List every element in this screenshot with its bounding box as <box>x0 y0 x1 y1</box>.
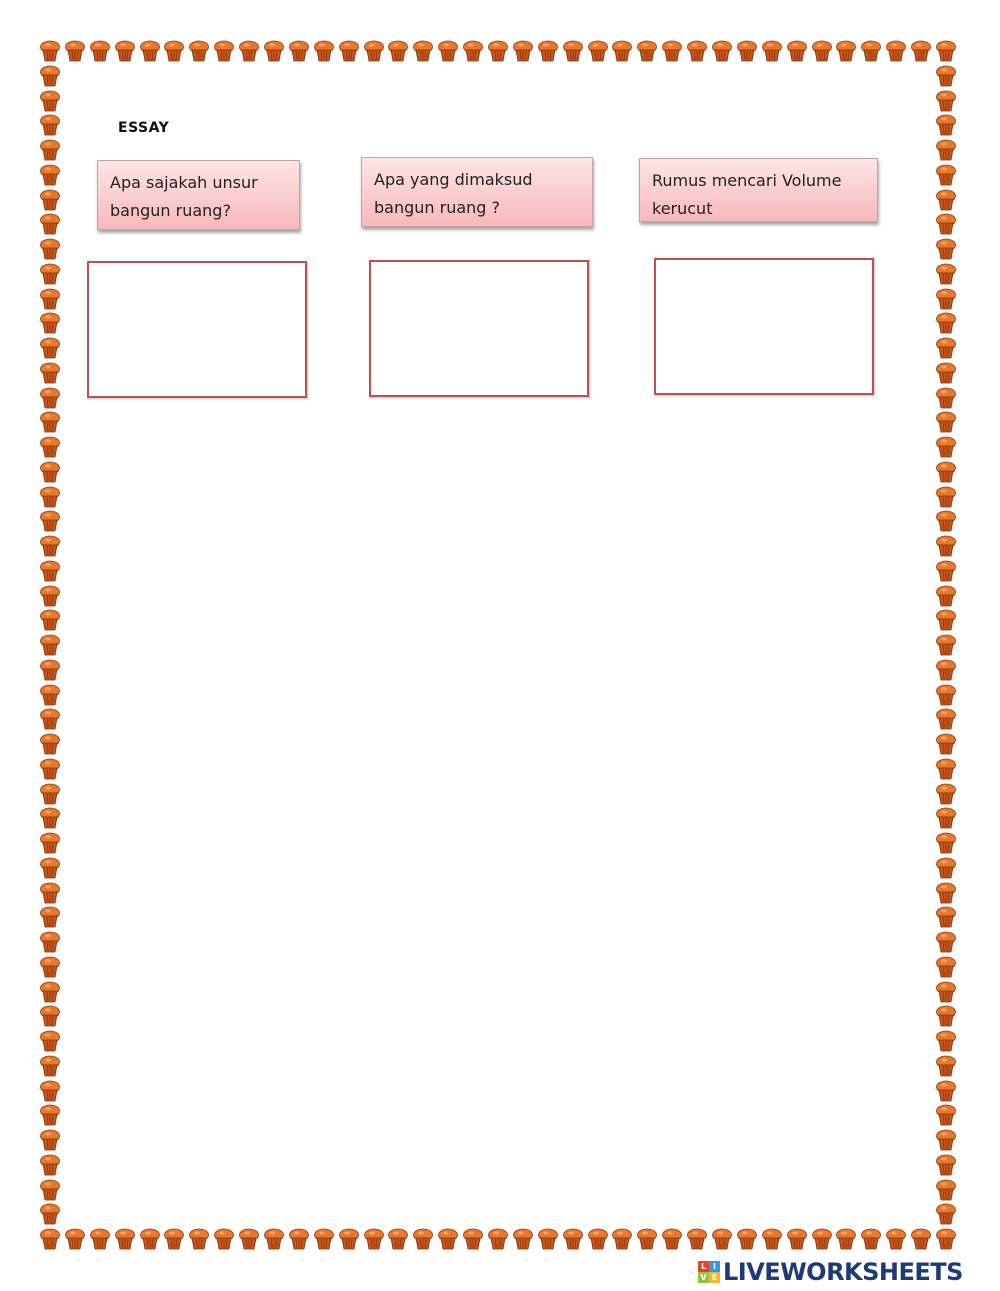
muffin-icon <box>861 1228 881 1250</box>
muffin-icon <box>164 1228 184 1250</box>
muffin-icon <box>936 1030 956 1052</box>
muffin-icon <box>40 906 60 928</box>
muffin-icon <box>637 1228 657 1250</box>
muffin-icon <box>40 758 60 780</box>
muffin-icon <box>488 1228 508 1250</box>
muffin-icon <box>936 263 956 285</box>
muffin-icon <box>189 40 209 62</box>
muffin-icon <box>936 114 956 136</box>
muffin-icon <box>40 1030 60 1052</box>
muffin-icon <box>388 1228 408 1250</box>
muffin-icon <box>936 659 956 681</box>
muffin-icon <box>936 758 956 780</box>
muffin-icon <box>438 40 458 62</box>
muffin-icon <box>140 40 160 62</box>
muffin-icon <box>936 90 956 112</box>
muffin-icon <box>40 1179 60 1201</box>
muffin-icon <box>339 40 359 62</box>
muffin-icon <box>588 1228 608 1250</box>
question-2-line-1: Apa yang dimaksud <box>374 170 533 189</box>
muffin-icon <box>936 535 956 557</box>
muffin-icon <box>936 213 956 235</box>
muffin-icon <box>438 1228 458 1250</box>
muffin-icon <box>40 362 60 384</box>
muffin-icon <box>314 40 334 62</box>
muffin-icon <box>762 40 782 62</box>
muffin-icon <box>40 436 60 458</box>
muffin-icon <box>936 981 956 1003</box>
muffin-icon <box>40 90 60 112</box>
muffin-icon <box>936 337 956 359</box>
muffin-icon <box>787 1228 807 1250</box>
muffin-icon <box>812 40 832 62</box>
question-card-2 <box>361 157 593 227</box>
muffin-icon <box>936 1080 956 1102</box>
muffin-icon <box>40 585 60 607</box>
muffin-icon <box>936 189 956 211</box>
muffin-icon <box>40 65 60 87</box>
muffin-icon <box>936 684 956 706</box>
muffin-icon <box>40 164 60 186</box>
logo-letter: V <box>698 1272 709 1283</box>
muffin-icon <box>936 486 956 508</box>
muffin-icon <box>936 139 956 161</box>
muffin-icon <box>289 40 309 62</box>
muffin-icon <box>164 40 184 62</box>
muffin-icon <box>737 1228 757 1250</box>
muffin-icon <box>40 263 60 285</box>
watermark-text: LIVEWORKSHEETS <box>723 1258 963 1286</box>
muffin-icon <box>662 40 682 62</box>
muffin-icon <box>513 40 533 62</box>
question-1-line-2: bangun ruang? <box>110 201 231 220</box>
muffin-icon <box>40 312 60 334</box>
muffin-icon <box>40 708 60 730</box>
muffin-icon <box>886 1228 906 1250</box>
muffin-icon <box>936 708 956 730</box>
muffin-icon <box>936 312 956 334</box>
muffin-icon <box>712 40 732 62</box>
muffin-icon <box>737 40 757 62</box>
muffin-icon <box>40 832 60 854</box>
muffin-icon <box>239 1228 259 1250</box>
muffin-icon <box>40 882 60 904</box>
muffin-icon <box>687 40 707 62</box>
question-1-line-1: Apa sajakah unsur <box>110 173 258 192</box>
muffin-icon <box>836 1228 856 1250</box>
muffin-icon <box>40 139 60 161</box>
muffin-icon <box>90 1228 110 1250</box>
muffin-icon <box>936 882 956 904</box>
muffin-icon <box>936 238 956 260</box>
muffin-icon <box>463 40 483 62</box>
muffin-icon <box>90 40 110 62</box>
logo-letter: L <box>698 1261 709 1272</box>
muffin-icon <box>886 40 906 62</box>
muffin-icon <box>488 40 508 62</box>
muffin-icon <box>936 1203 956 1225</box>
question-card-1 <box>97 160 300 230</box>
muffin-icon <box>637 40 657 62</box>
muffin-icon <box>936 956 956 978</box>
muffin-icon <box>612 1228 632 1250</box>
muffin-icon <box>936 1129 956 1151</box>
muffin-icon <box>538 40 558 62</box>
question-3-line-1: Rumus mencari Volume <box>652 171 842 190</box>
muffin-icon <box>40 857 60 879</box>
logo-letter: E <box>709 1272 720 1283</box>
muffin-icon <box>936 857 956 879</box>
logo-letter: I <box>709 1261 720 1272</box>
muffin-icon <box>40 560 60 582</box>
muffin-icon <box>40 981 60 1003</box>
muffin-icon <box>40 634 60 656</box>
muffin-icon <box>936 387 956 409</box>
muffin-icon <box>936 436 956 458</box>
muffin-icon <box>40 411 60 433</box>
muffin-icon <box>40 733 60 755</box>
muffin-icon <box>65 1228 85 1250</box>
muffin-icon <box>812 1228 832 1250</box>
muffin-icon <box>936 288 956 310</box>
muffin-icon <box>65 40 85 62</box>
muffin-icon <box>115 40 135 62</box>
muffin-icon <box>463 1228 483 1250</box>
muffin-icon <box>936 1005 956 1027</box>
muffin-icon <box>339 1228 359 1250</box>
muffin-icon <box>364 40 384 62</box>
muffin-icon <box>40 1154 60 1176</box>
muffin-icon <box>40 213 60 235</box>
muffin-icon <box>787 40 807 62</box>
muffin-icon <box>40 1080 60 1102</box>
muffin-icon <box>40 461 60 483</box>
muffin-icon <box>40 931 60 953</box>
muffin-icon <box>936 1055 956 1077</box>
muffin-icon <box>936 1179 956 1201</box>
muffin-icon <box>40 609 60 631</box>
muffin-icon <box>189 1228 209 1250</box>
question-3-line-2: kerucut <box>652 199 713 218</box>
muffin-icon <box>936 461 956 483</box>
muffin-icon <box>936 1228 956 1250</box>
muffin-icon <box>563 40 583 62</box>
muffin-icon <box>936 65 956 87</box>
muffin-icon <box>40 1129 60 1151</box>
muffin-icon <box>762 1228 782 1250</box>
muffin-icon <box>314 1228 334 1250</box>
muffin-icon <box>115 1228 135 1250</box>
muffin-icon <box>936 362 956 384</box>
muffin-icon <box>214 40 234 62</box>
muffin-icon <box>936 164 956 186</box>
muffin-icon <box>40 1203 60 1225</box>
muffin-icon <box>911 40 931 62</box>
muffin-icon <box>413 40 433 62</box>
muffin-icon <box>364 1228 384 1250</box>
muffin-icon <box>40 535 60 557</box>
muffin-icon <box>40 1005 60 1027</box>
muffin-icon <box>40 1104 60 1126</box>
muffin-icon <box>40 684 60 706</box>
muffin-icon <box>936 1104 956 1126</box>
muffin-icon <box>936 807 956 829</box>
muffin-icon <box>936 832 956 854</box>
muffin-icon <box>40 189 60 211</box>
muffin-icon <box>936 906 956 928</box>
muffin-icon <box>861 40 881 62</box>
question-2-line-2: bangun ruang ? <box>374 198 501 217</box>
muffin-icon <box>936 585 956 607</box>
muffin-icon <box>40 288 60 310</box>
muffin-icon <box>936 733 956 755</box>
muffin-icon <box>538 1228 558 1250</box>
muffin-icon <box>264 40 284 62</box>
muffin-icon <box>140 1228 160 1250</box>
answer-box-3[interactable] <box>654 258 874 395</box>
muffin-icon <box>836 40 856 62</box>
muffin-icon <box>40 783 60 805</box>
muffin-icon <box>289 1228 309 1250</box>
muffin-icon <box>563 1228 583 1250</box>
muffin-icon <box>936 411 956 433</box>
muffin-icon <box>40 1228 60 1250</box>
muffin-icon <box>40 956 60 978</box>
muffin-icon <box>40 510 60 532</box>
muffin-icon <box>40 114 60 136</box>
muffin-icon <box>911 1228 931 1250</box>
muffin-icon <box>687 1228 707 1250</box>
muffin-icon <box>40 1055 60 1077</box>
muffin-icon <box>936 510 956 532</box>
muffin-icon <box>40 238 60 260</box>
muffin-icon <box>239 40 259 62</box>
muffin-icon <box>388 40 408 62</box>
muffin-icon <box>936 560 956 582</box>
question-card-3 <box>639 158 878 222</box>
muffin-icon <box>40 40 60 62</box>
muffin-icon <box>936 609 956 631</box>
liveworksheets-logo-icon <box>698 1261 720 1283</box>
muffin-icon <box>264 1228 284 1250</box>
liveworksheets-watermark <box>698 1258 963 1286</box>
muffin-icon <box>936 634 956 656</box>
muffin-icon <box>612 40 632 62</box>
muffin-icon <box>936 1154 956 1176</box>
muffin-icon <box>40 659 60 681</box>
muffin-icon <box>936 783 956 805</box>
muffin-icon <box>936 40 956 62</box>
muffin-icon <box>40 807 60 829</box>
muffin-icon <box>214 1228 234 1250</box>
muffin-icon <box>413 1228 433 1250</box>
answer-box-2[interactable] <box>369 260 589 397</box>
muffin-icon <box>40 337 60 359</box>
muffin-icon <box>936 931 956 953</box>
muffin-icon <box>712 1228 732 1250</box>
answer-box-1[interactable] <box>87 261 307 398</box>
essay-heading: ESSAY <box>118 120 170 136</box>
muffin-icon <box>588 40 608 62</box>
muffin-icon <box>662 1228 682 1250</box>
muffin-icon <box>40 387 60 409</box>
muffin-icon <box>40 486 60 508</box>
muffin-icon <box>513 1228 533 1250</box>
